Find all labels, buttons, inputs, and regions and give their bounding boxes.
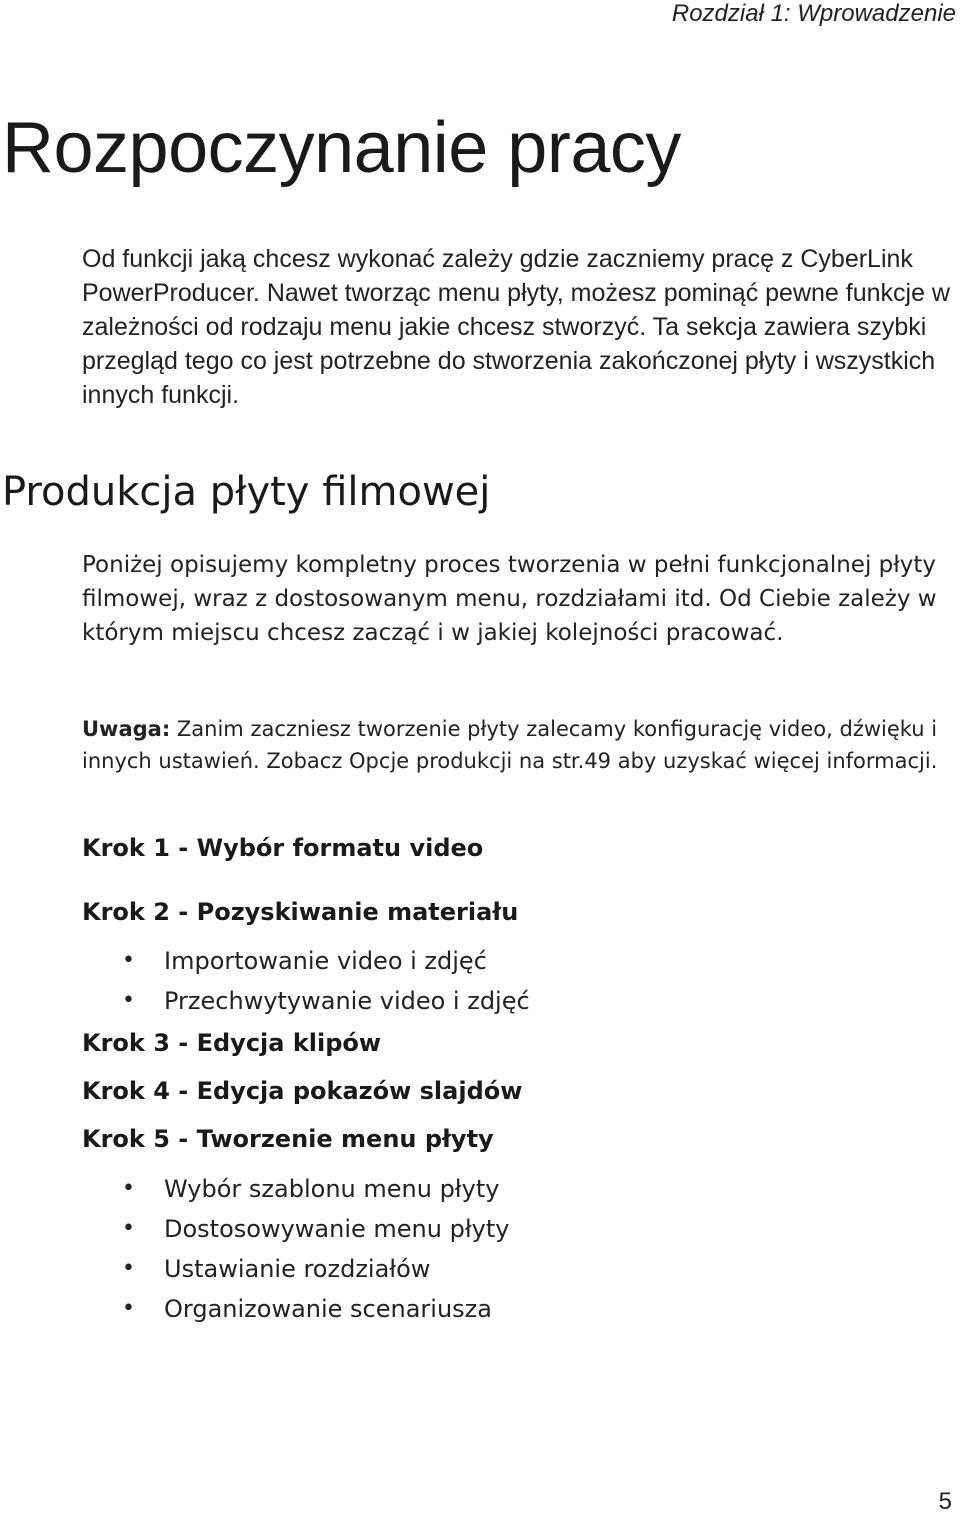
step-1-title: Krok 1 - Wybór formatu video xyxy=(82,834,484,862)
list-item-text: Importowanie video i zdjęć xyxy=(164,947,487,975)
bullet-icon: • xyxy=(122,1296,135,1321)
list-item xyxy=(82,1169,509,1209)
section-paragraph: Poniżej opisujemy kompletny proces tworzenia w pełni funkcjonalnej płyty filmowej, wraz z dostosowanym menu, rozdziałami itd. Od Ciebie zależy w którym miejscu chcesz zacząć i w jakiej kolejności pracować. xyxy=(82,552,937,646)
page-title: Rozpoczynanie pracy xyxy=(2,108,681,188)
list-item-text: Organizowanie scenariusza xyxy=(164,1295,492,1323)
list-item-text: Przechwytywanie video i zdjęć xyxy=(164,987,530,1015)
note-text: Zanim zaczniesz tworzenie płyty zalecamy konfigurację video, dźwięku i innych ustawień. Zobacz Opcje produkcji na str.49 aby uzyskać więcej informacji. xyxy=(82,717,938,773)
step-5-title: Krok 5 - Tworzenie menu płyty xyxy=(82,1125,494,1153)
step-5-list xyxy=(82,1169,509,1329)
section-title: Produkcja płyty filmowej xyxy=(2,469,491,515)
list-item xyxy=(82,981,530,1021)
chapter-header: Rozdział 1: Wprowadzenie xyxy=(671,0,956,27)
list-item-text: Ustawianie rozdziałów xyxy=(164,1255,431,1283)
list-item xyxy=(82,1289,509,1329)
intro-paragraph: Od funkcji jaką chcesz wykonać zależy gdzie zaczniemy pracę z CyberLink PowerProducer. Nawet tworząc menu płyty, możesz pominąć pewne funkcje w zależności od rodzaju menu jakie chcesz stworzyć. Ta sekcja zawiera szybki przegląd tego co jest potrzebne do stworzenia zakończonej płyty i wszystkich innych funkcji. xyxy=(82,245,950,409)
list-item xyxy=(82,1209,509,1249)
list-item-text: Dostosowywanie menu płyty xyxy=(164,1215,510,1243)
step-3-title: Krok 3 - Edycja klipów xyxy=(82,1029,382,1057)
note-label: Uwaga: xyxy=(82,717,171,741)
list-item-text: Wybór szablonu menu płyty xyxy=(164,1175,500,1203)
bullet-icon: • xyxy=(122,1256,135,1281)
bullet-icon: • xyxy=(122,988,135,1013)
step-2-list xyxy=(82,941,530,1021)
step-4-title: Krok 4 - Edycja pokazów slajdów xyxy=(82,1077,523,1105)
page-number: 5 xyxy=(938,1488,952,1515)
bullet-icon: • xyxy=(122,1216,135,1241)
list-item xyxy=(82,1249,509,1289)
note-paragraph xyxy=(82,713,942,777)
step-2-title: Krok 2 - Pozyskiwanie materiału xyxy=(82,898,519,926)
bullet-icon: • xyxy=(122,948,135,973)
list-item xyxy=(82,941,530,981)
bullet-icon: • xyxy=(122,1176,135,1201)
